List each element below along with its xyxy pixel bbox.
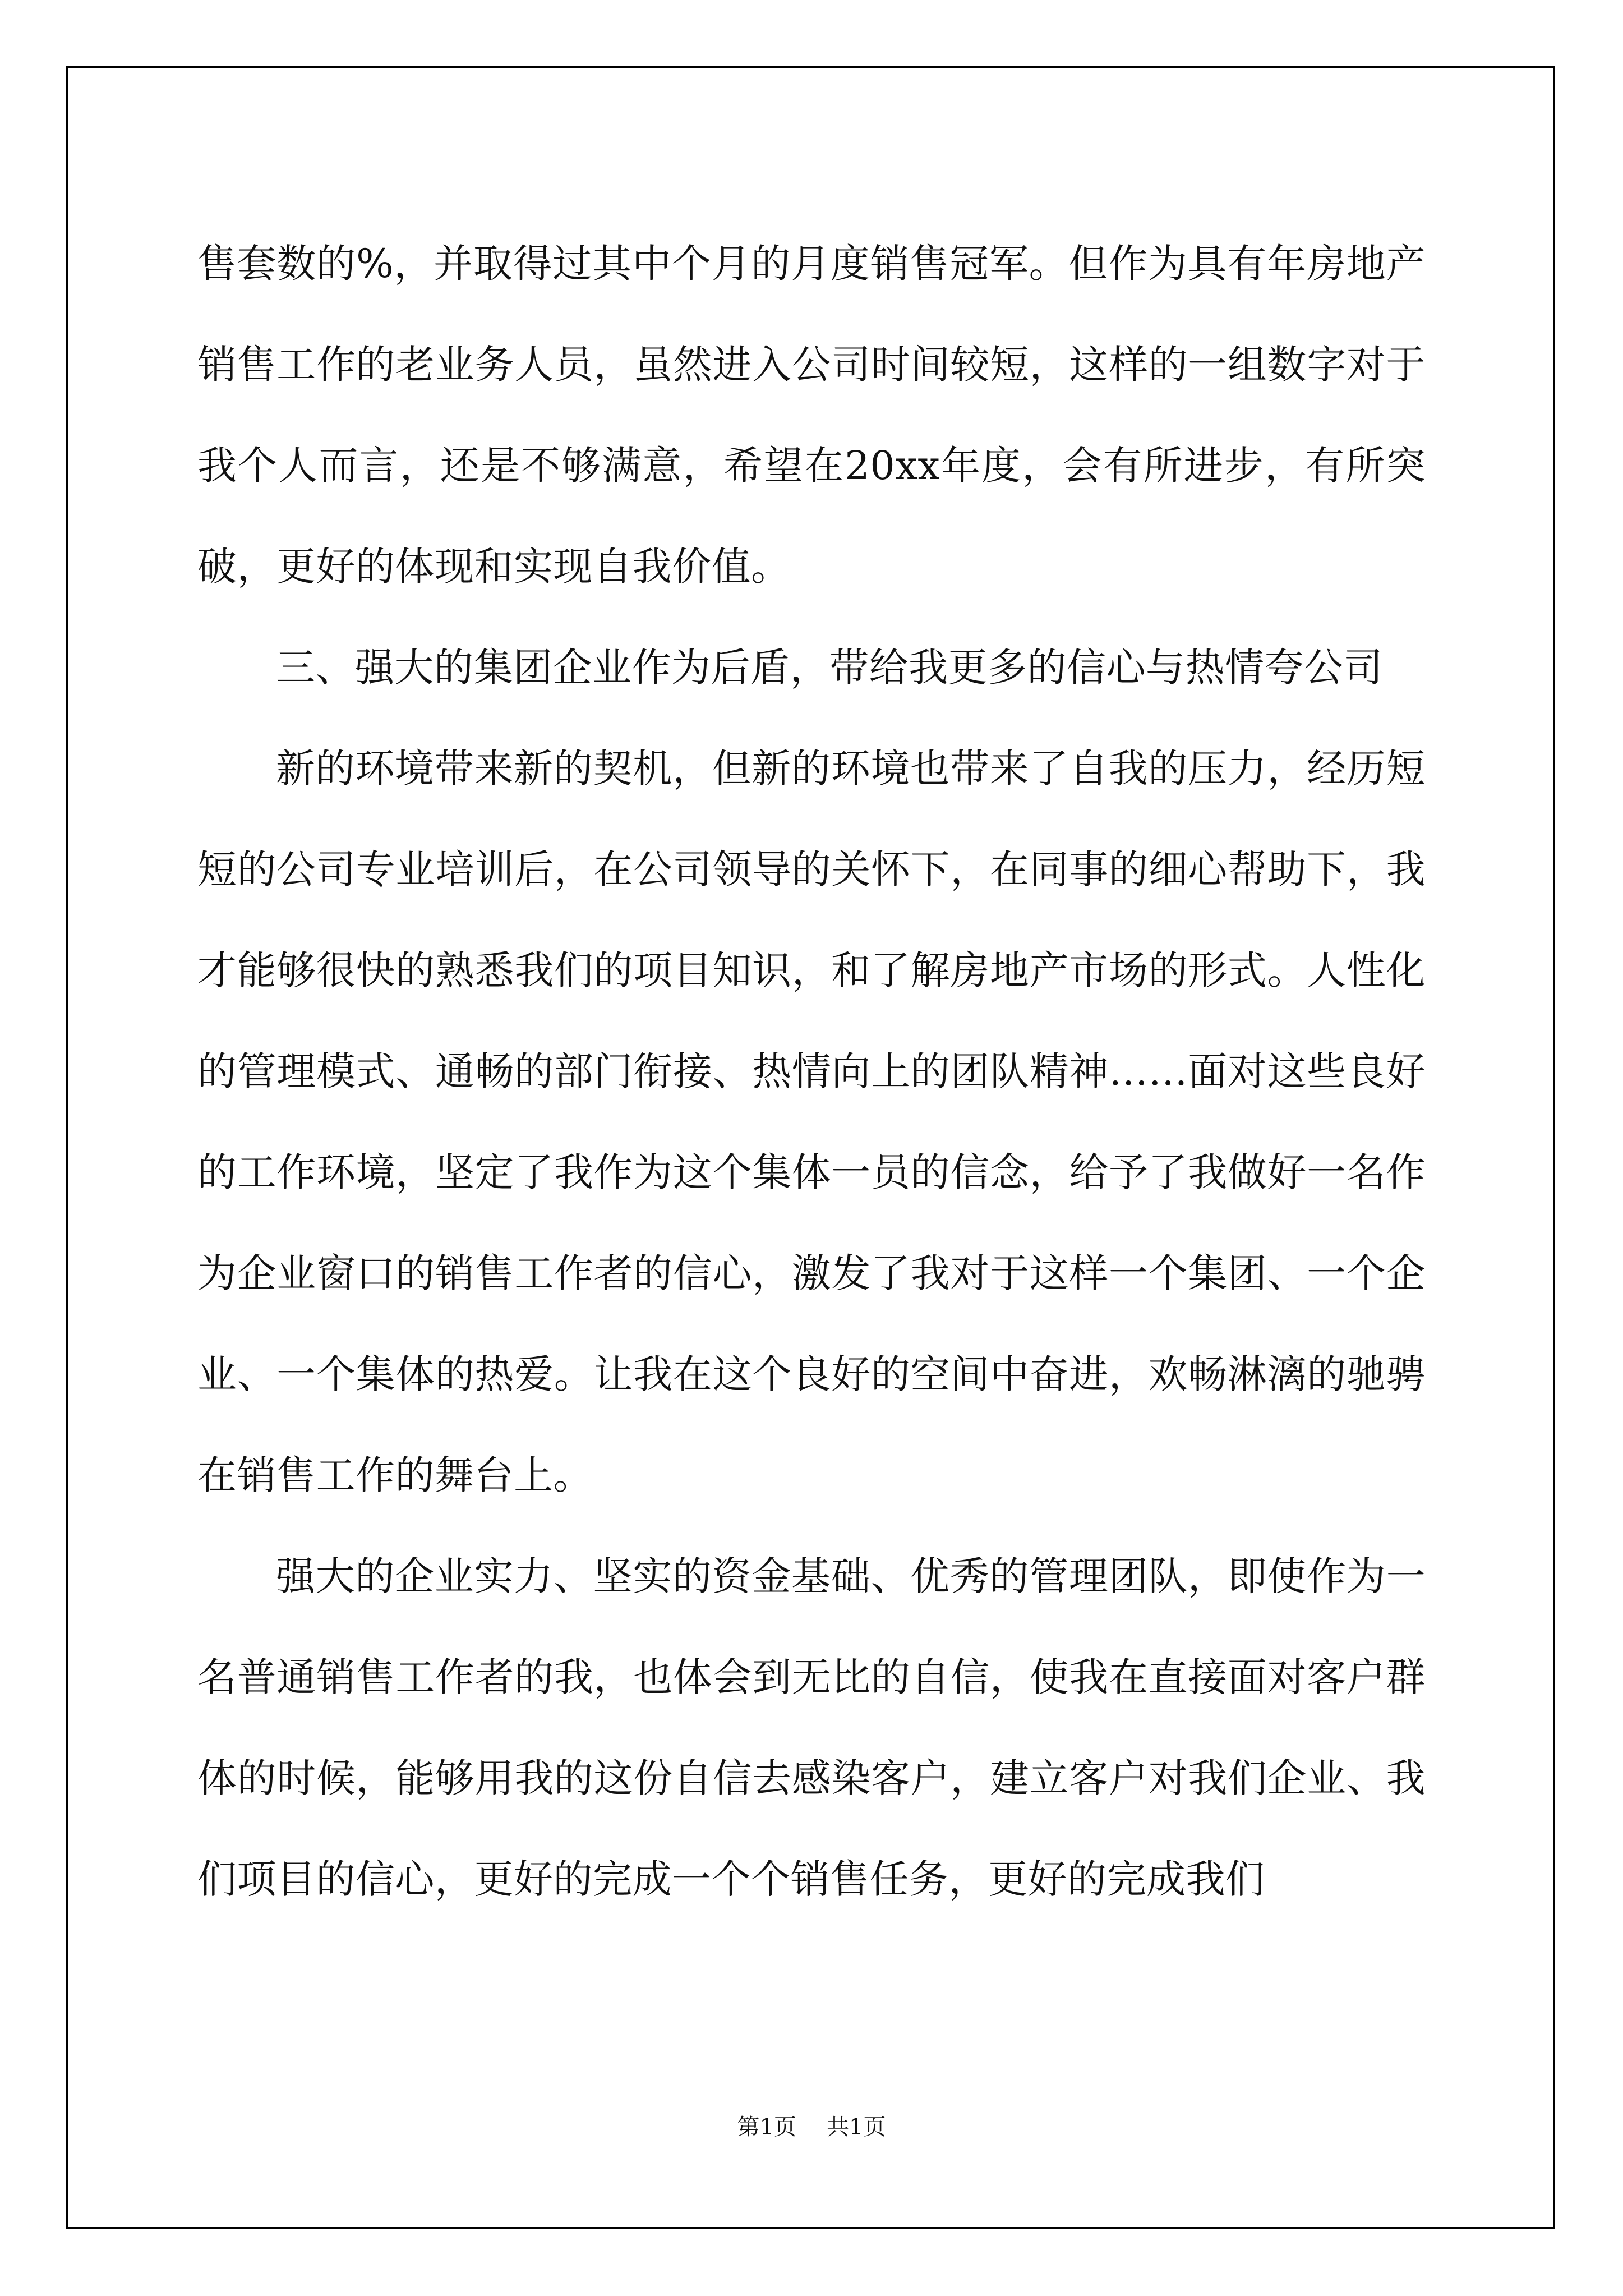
document-body <box>197 213 1426 1930</box>
paragraph-1: 售套数的%，并取得过其中个月的月度销售冠军。但作为具有年房地产销售工作的老业务人员，虽然进入公司时间较短，这样的一组数字对于我个人而言，还是不够满意，希望在20xx年度，会有所进步，有所突破，更好的体现和实现自我价值。 <box>197 241 1426 590</box>
page-footer <box>0 2109 1623 2141</box>
page-number: 第1页 <box>737 2114 796 2140</box>
paragraph-3: 强大的企业实力、坚实的资金基础、优秀的管理团队，即使作为一名普通销售工作者的我，也体会到无比的自信，使我在直接面对客户群体的时候，能够用我的这份自信去感染客户，建立客户对我们企业、我们项目的信心，更好的完成一个个销售任务，更好的完成我们 <box>197 1553 1426 1902</box>
paragraph-2: 新的环境带来新的契机，但新的环境也带来了自我的压力，经历短短的公司专业培训后，在公司领导的关怀下，在同事的细心帮助下，我才能够很快的熟悉我们的项目知识，和了解房地产市场的形式。人性化的管理模式、通畅的部门衔接、热情向上的团队精神……面对这些良好的工作环境，坚定了我作为这个集体一员的信念，给予了我做好一名作为企业窗口的销售工作者的信心，激发了我对于这样一个集团、一个企业、一个集体的热爱。让我在这个良好的空间中奋进，欢畅淋漓的驰骋在销售工作的舞台上。 <box>197 746 1426 1498</box>
section-heading-3: 三、强大的集团企业作为后盾，带给我更多的信心与热情夸公司 <box>276 645 1383 691</box>
page-total: 共1页 <box>827 2114 886 2140</box>
